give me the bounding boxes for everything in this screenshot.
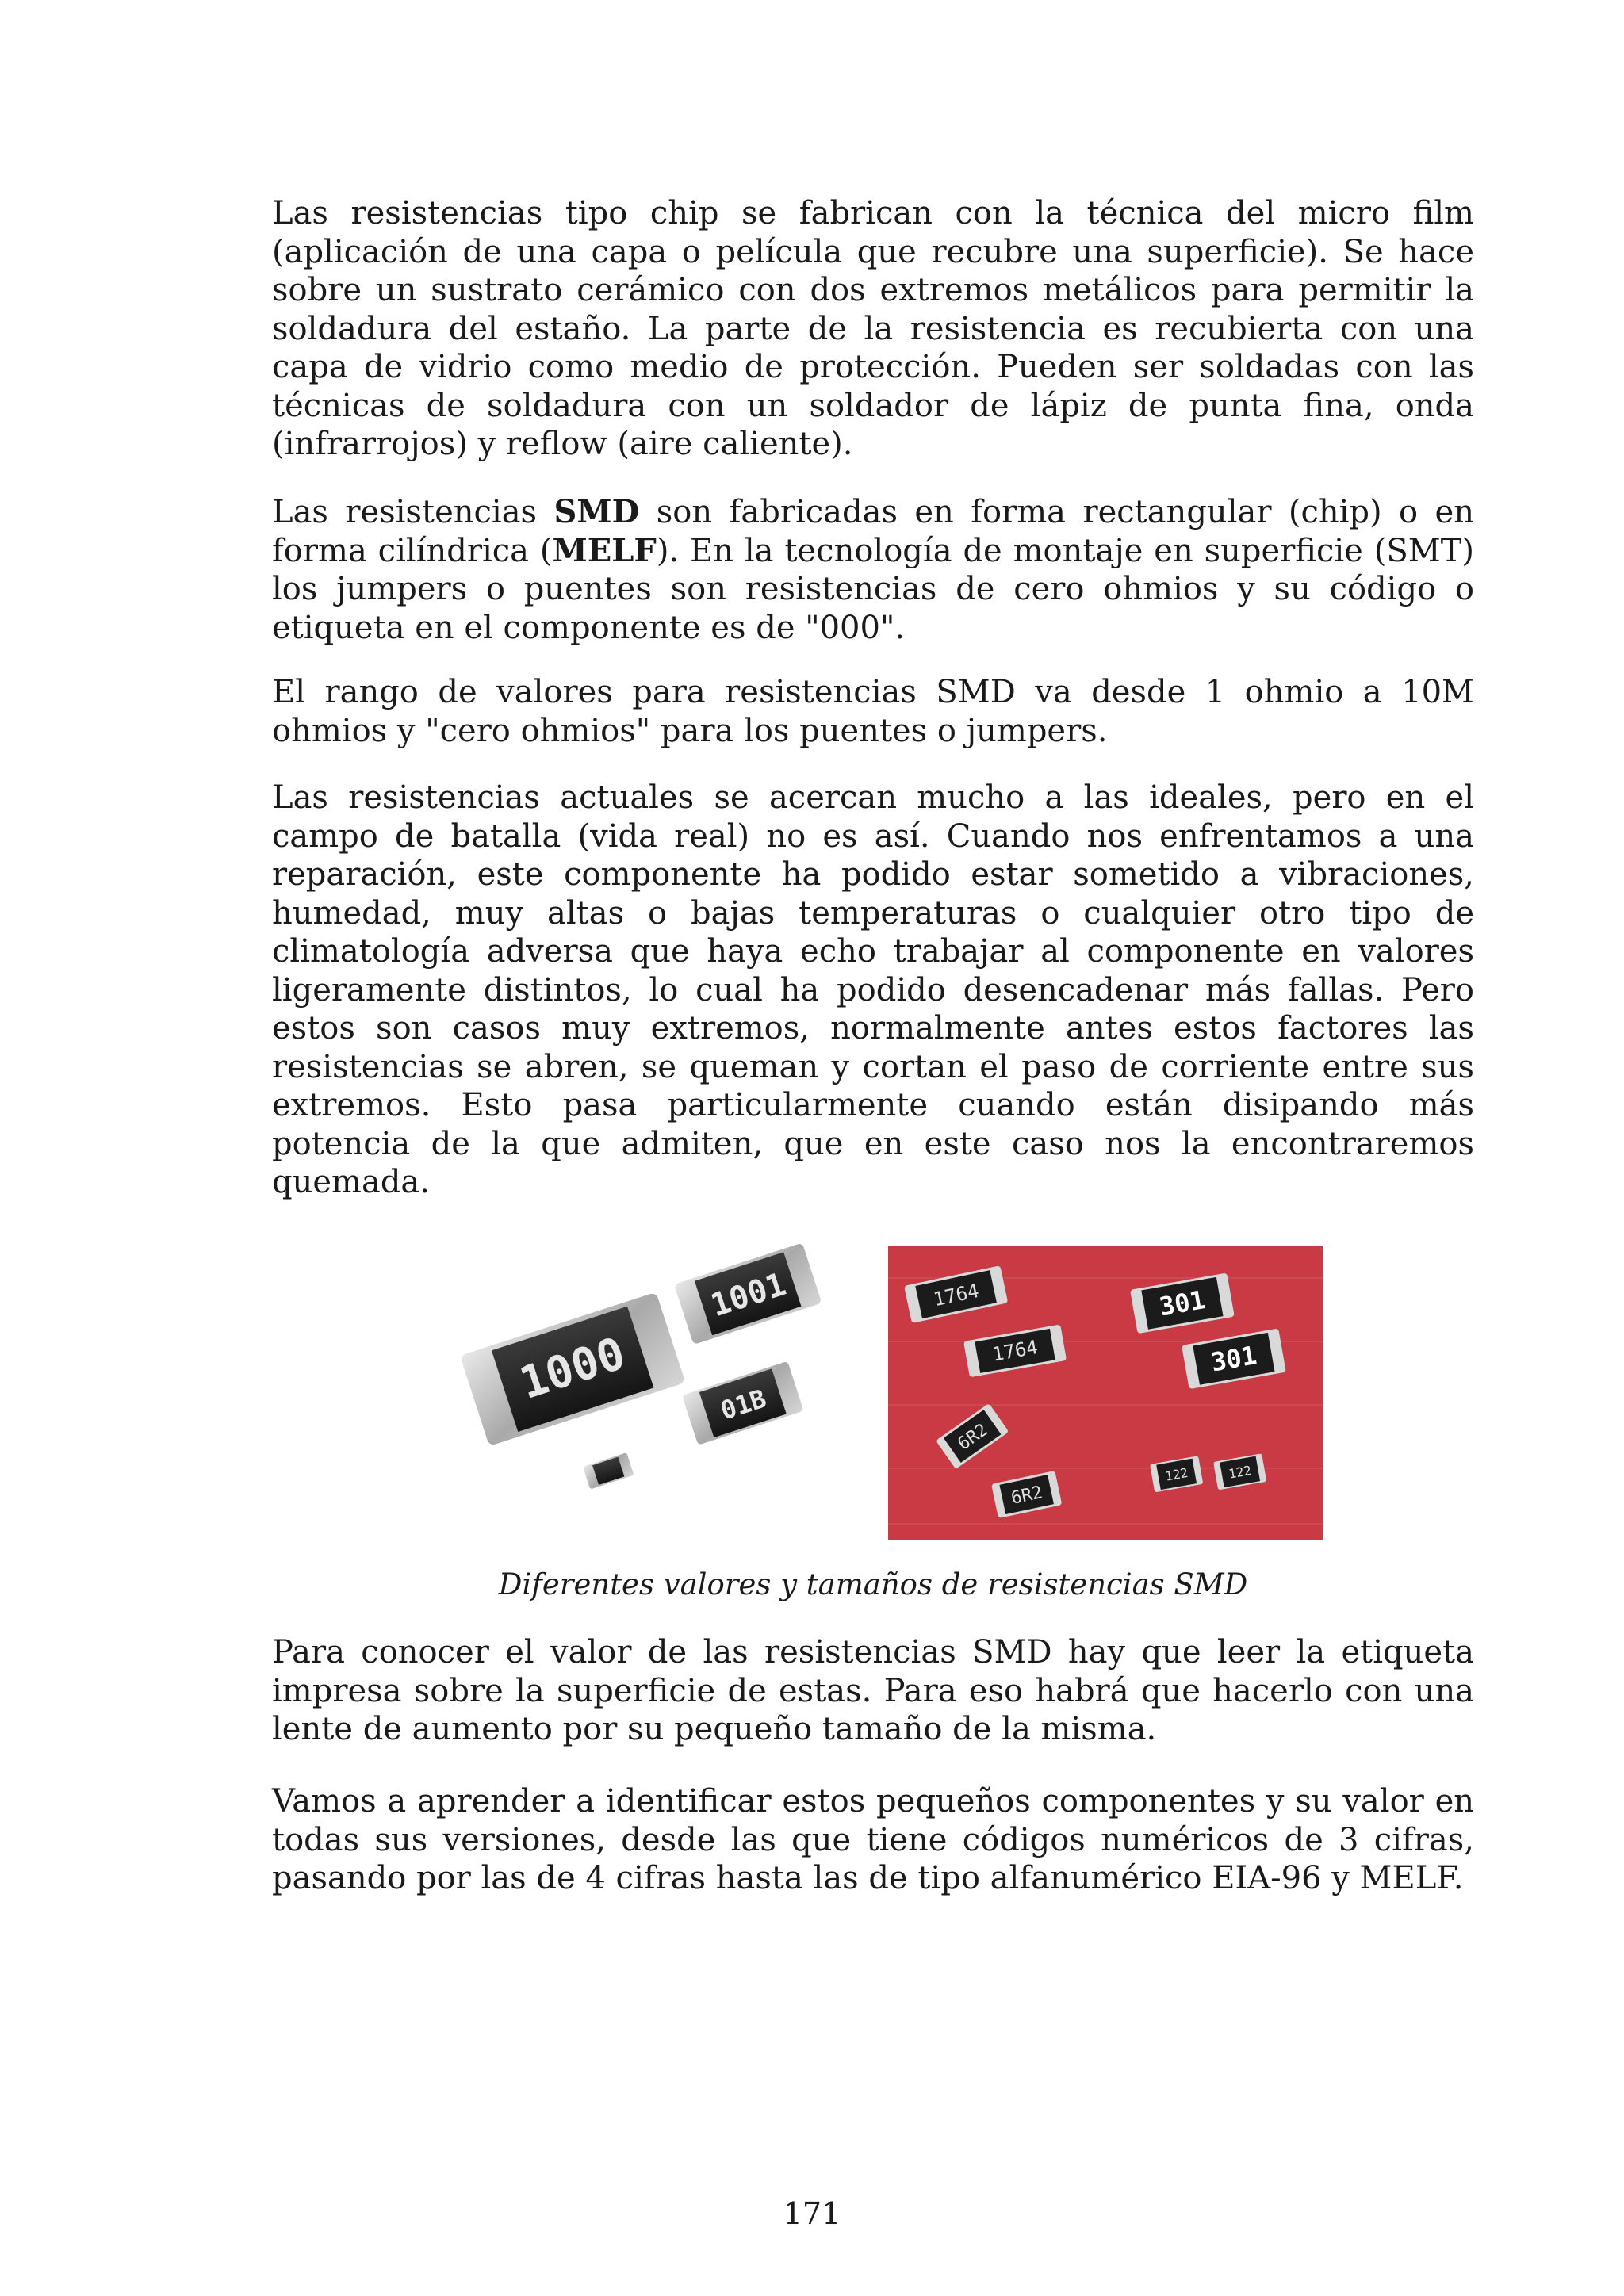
p2-text-2: son fabricadas en forma rectangular (chip) o en forma cilíndrica ( xyxy=(272,494,1474,569)
figure-caption: Diferentes valores y tamaños de resistencias SMD xyxy=(498,1567,1248,1601)
page-number: 171 xyxy=(783,2196,841,2231)
smd-bold: SMD xyxy=(553,493,640,530)
red-chip-301-b-label: 301 xyxy=(1208,1340,1259,1378)
red-chip-6r2-b-label: 6R2 xyxy=(1009,1483,1045,1509)
chip-01b xyxy=(682,1361,804,1445)
red-chip-301-a-label: 301 xyxy=(1157,1284,1208,1322)
chip-1000 xyxy=(460,1292,685,1446)
chip-1001 xyxy=(674,1242,822,1345)
red-chip-6r2-a-label: 6R2 xyxy=(954,1420,992,1455)
p2-text-1: Las resistencias xyxy=(272,494,554,530)
paragraph-chip-resistors: Las resistencias tipo chip se fabrican con la técnica del micro film (aplicación de una capa o película que recubre una superficie). Se hace sobre un sustrato cerámico con dos extremos metálicos para permitir la soldadura del estaño. La parte de la resistencia es recubierta con una capa de vidrio como medio de protección. Pueden ser soldadas con las técnicas de soldadura con un soldador de lápiz de punta fina, onda (infrarrojos) y reflow (aire caliente). xyxy=(272,195,1474,462)
paragraph-reading-labels: Para conocer el valor de las resistencias SMD hay que leer la etiqueta impresa sobre la superficie de estas. Para eso habrá que hacerlo con una lente de aumento por su pequeño tamaño de la misma. xyxy=(272,1634,1474,1747)
paragraph-smd-forms xyxy=(272,493,1474,647)
red-chip-122-b-label: 122 xyxy=(1227,1462,1253,1482)
figure-smd-chips-red xyxy=(888,1246,1323,1540)
paragraph-real-conditions: Las resistencias actuales se acercan mucho a las ideales, pero en el campo de batalla (vida real) no es así. Cuando nos enfrentamos a una reparación, este componente ha podido estar sometido a vibraciones, humedad, muy altas o bajas temperaturas o cualquier otro tipo de climatología adversa que haya echo trabajar al componente en valores ligeramente distintos, lo cual ha podido desencadenar más fallas. Pero estos son casos muy extremos, normalmente antes estos factores las resistencias se abren, se queman y cortan el paso de corriente entre sus extremos. Esto pasa particularmente cuando están disipando más potencia de la que admiten, que en este caso nos la encontraremos quemada. xyxy=(272,779,1474,1200)
red-chip-1764-a-label: 1764 xyxy=(931,1279,982,1311)
red-chip-1764-b-label: 1764 xyxy=(990,1336,1040,1366)
smd-chips-red-image xyxy=(888,1246,1323,1540)
chip-1001-label: 1001 xyxy=(706,1265,791,1325)
paragraph-identify-components: Vamos a aprender a identificar estos pequeños componentes y su valor en todas sus versiones, desde las que tiene códigos numéricos de 3 cifras, pasando por las de 4 cifras hasta las de tipo alfanumérico EIA-96 y MELF. xyxy=(272,1783,1474,1896)
p2-text-3: ). En la tecnología de montaje en superficie (SMT) los jumpers o puentes son resistencias de cero ohmios y su código o etiqueta en el componente es de "000". xyxy=(272,532,1475,646)
red-chip-122-a-label: 122 xyxy=(1163,1464,1189,1484)
figure-smd-chips-white xyxy=(444,1237,841,1522)
paragraph-value-range: El rango de valores para resistencias SMD va desde 1 ohmio a 10M ohmios y "cero ohmios" para los puentes o jumpers. xyxy=(272,674,1474,749)
smd-chips-white-image xyxy=(444,1237,841,1522)
melf-bold: MELF xyxy=(552,531,657,569)
chip-1000-label: 1000 xyxy=(513,1327,632,1410)
chip-tiny xyxy=(583,1452,634,1489)
chip-01b-label: 01B xyxy=(717,1383,770,1426)
